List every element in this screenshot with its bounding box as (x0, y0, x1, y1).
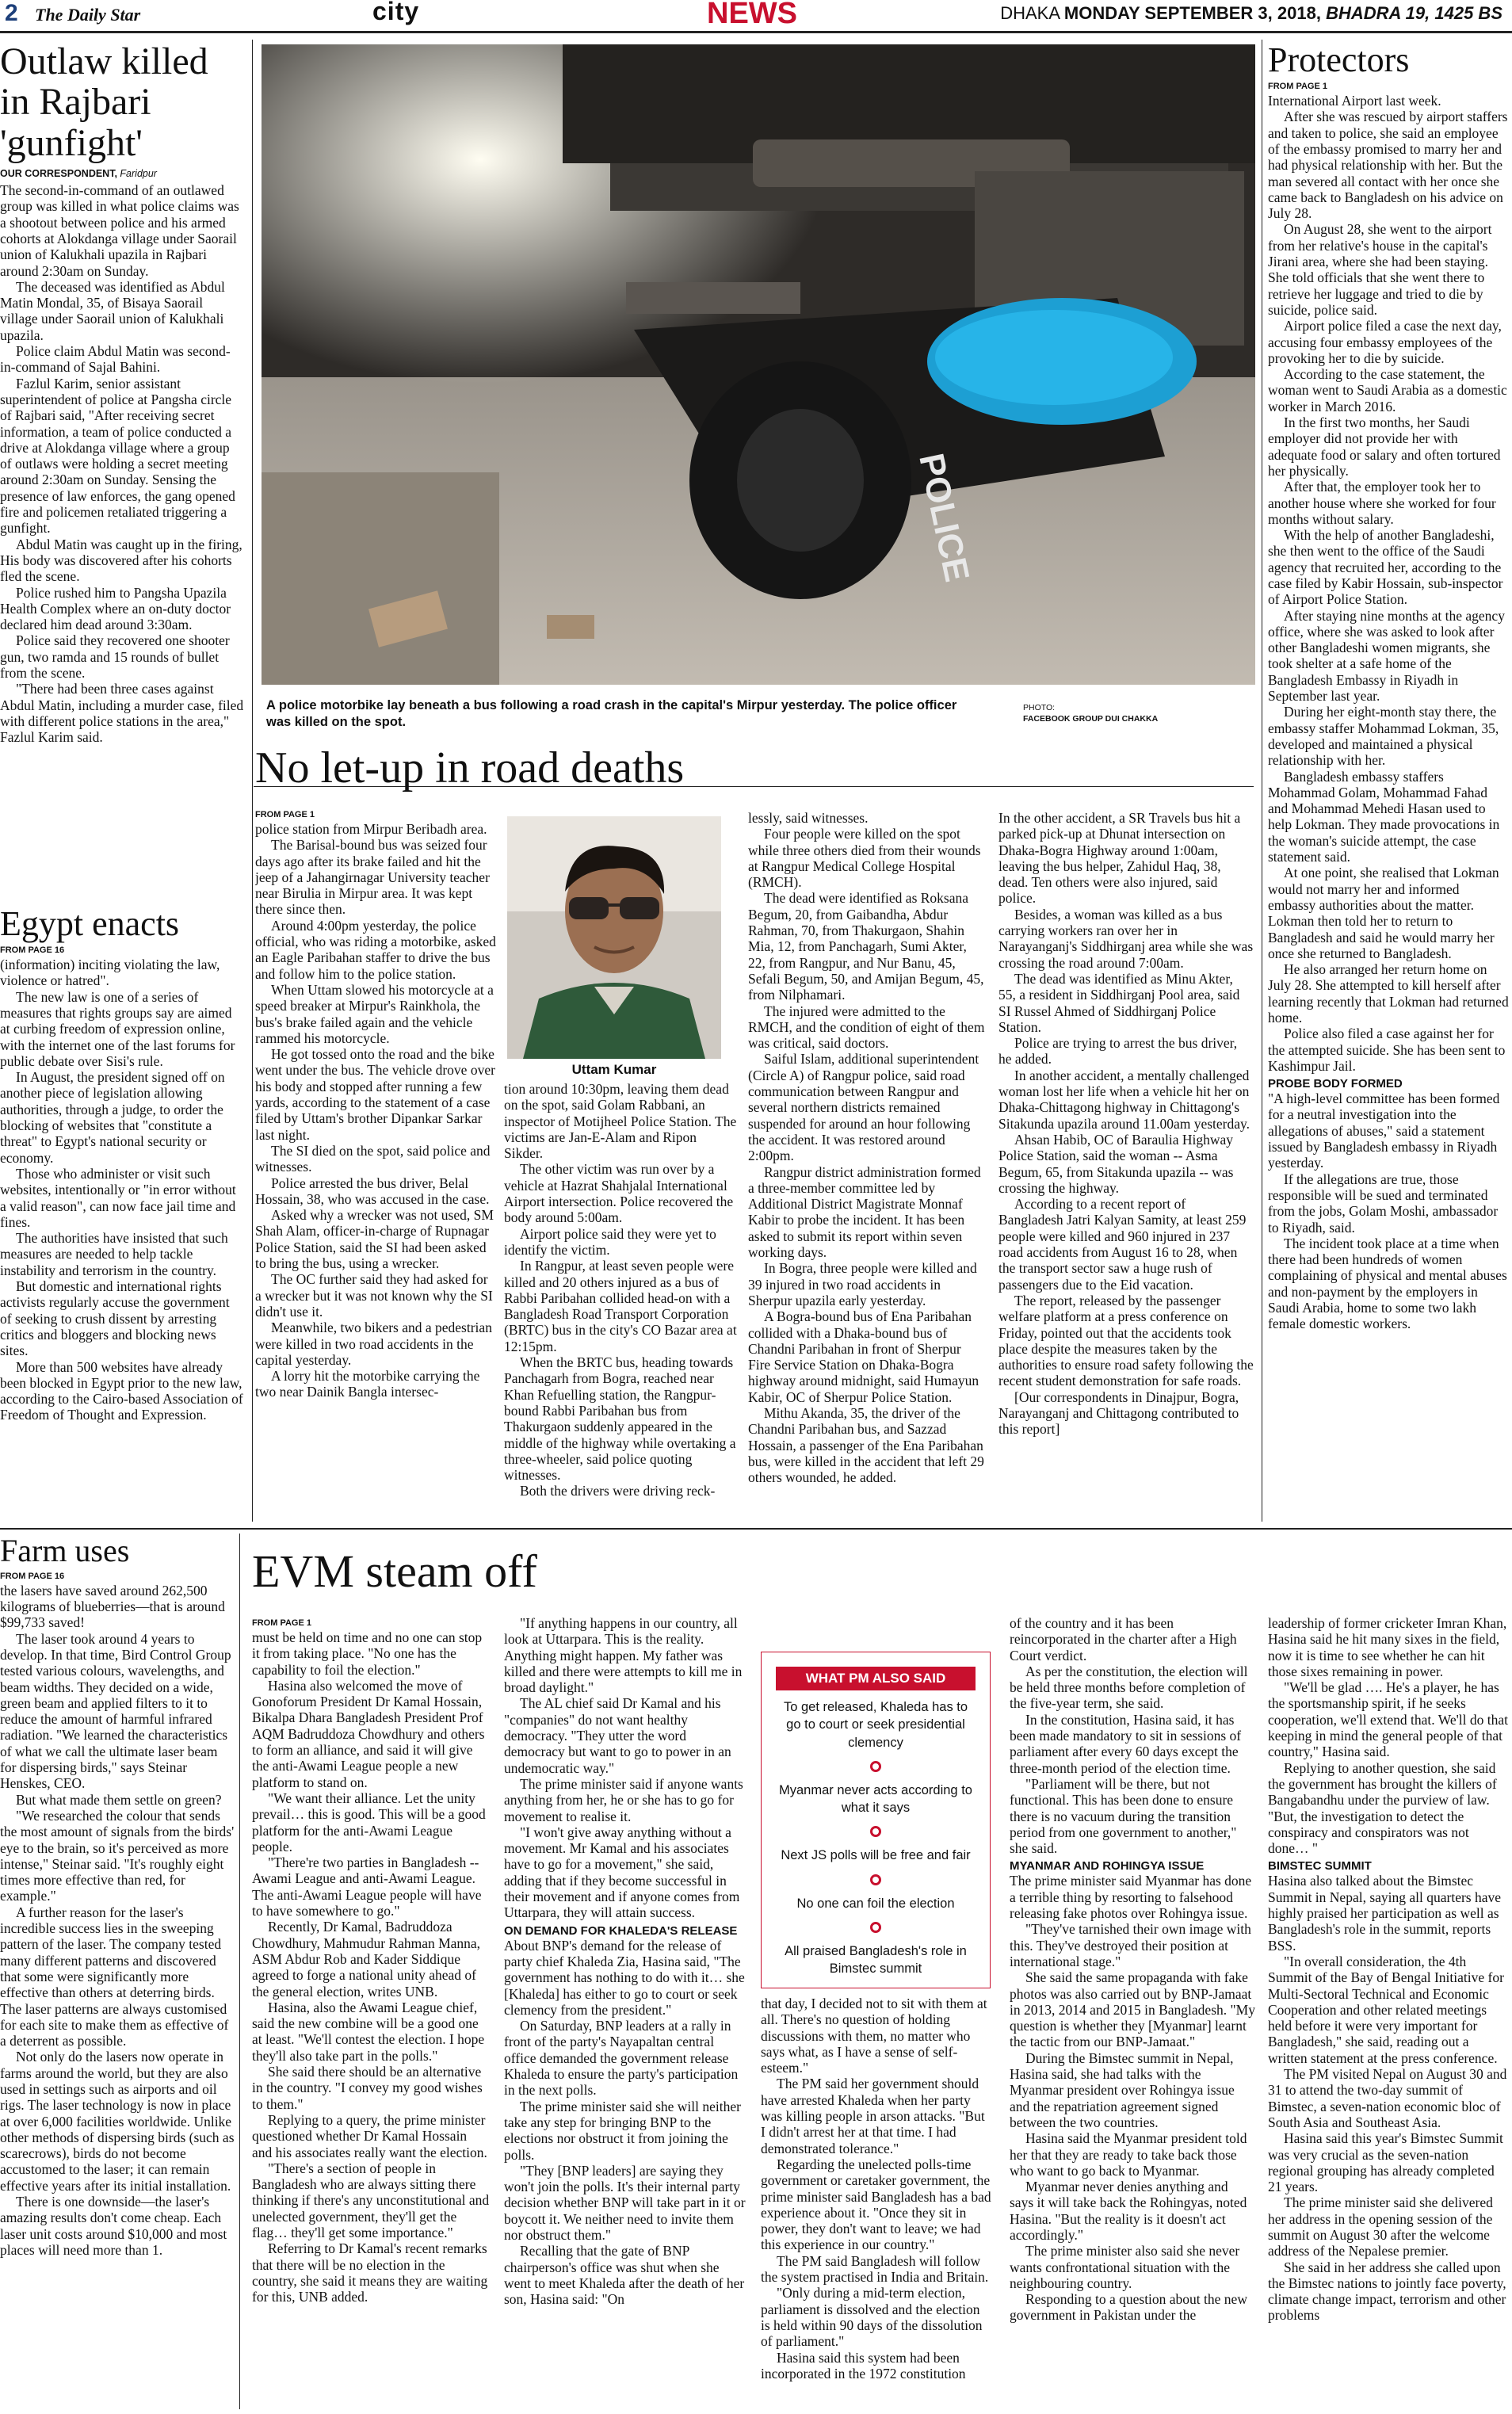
uttam-kumar-portrait (507, 816, 721, 1059)
photo-credit: PHOTO: FACEBOOK GROUP DUI CHAKKA (1023, 703, 1159, 724)
paragraph: (information) inciting violating the law, violence or hatred". (0, 957, 220, 989)
paragraph: Recalling that the gate of BNP chairperson's office was shut when she went to meet Khaleda after the death of her son, Hasina said: "On (504, 2243, 745, 2308)
paragraph: "If anything happens in our country, all look at Uttarpara. This is the reality. Anything might happen. My father was killed and there were attempts to kill me in broad daylight." (504, 1615, 743, 1696)
paragraph: She said the same propaganda with fake photos was also carried out by BNP-Jamaat in 2013, 2014 and 2015 in Bangladesh. "My question is whether they [Myanmar] learnt the tactic from our BNP-Jamaat." (1010, 1969, 1255, 2050)
subhead: ON DEMAND FOR KHALEDA'S RELEASE (504, 1923, 738, 1938)
paragraph: In Rangpur, at least seven people were killed and 20 others injured as a bus of Rabbi Paribahan collided head-on with a Bangladesh Road Transport Corporation (BRTC) bus in the city's CO Bazar area at 12:15pm. (504, 1258, 737, 1354)
paragraph: Airport police filed a case the next day, accusing four embassy employees of the provoking her to die by suicide. (1268, 318, 1502, 366)
page-number: 2 (5, 0, 18, 26)
paragraph: According to the case statement, the woman went to Saudi Arabia as a domestic worker in March 2016. (1268, 366, 1507, 414)
paragraph: Besides, a woman was killed as a bus carrying workers ran over her in Narayanganj's Siddhirganj area while she was crossing the road around 7:00am. (998, 906, 1254, 971)
paragraph: Rangpur district administration formed a three-member committee led by Additional District Magistrate Monnaf Kabir to probe the incident. It has been asked to submit its report within seven working days. (748, 1163, 981, 1261)
roads-headline: No let-up in road deaths (255, 743, 685, 793)
paragraph: Police are trying to arrest the bus driver, he added. (998, 1035, 1238, 1068)
paragraph: The prime minister said Myanmar has done a terrible thing by resorting to falsehood releasing fake photos over Rohingya issue. (1010, 1873, 1252, 1922)
paragraph: Bangladesh embassy staffers Mohammad Golam, Mohammad Fahad and Mohammad Mehedi Hasan used to help Lokman. They made provocations in the woman's suicide attempt, the case statement said. (1268, 768, 1500, 865)
paragraph: When the BRTC bus, heading towards Panchagarh from Bogra, reached near Khan Refuelling station, the Rangpur-bound Rabbi Paribahan bus from Thakurgaon suddenly appeared in the middle of the highway while overtaking a three-wheeler, said police quoting witnesses. (504, 1354, 736, 1484)
what-pm-said-box (761, 1652, 991, 1988)
paragraph: The AL chief said Dr Kamal and his "companies" do not want healthy democracy. "They utter the word democracy but want to go to power in an undemocratic way." (504, 1695, 731, 1776)
paragraph: About BNP's demand for the release of party chief Khaleda Zia, Hasina said, "The government has nothing to do with it… she [Khaleda] has either to go to court or seek clemency from the president." (504, 1937, 745, 2018)
paragraph: The dead was identified as Minu Akter, 55, a resident in Siddhirganj Pool area, said SI Russel Ahmed of Siddhirganj Police Station. (998, 970, 1240, 1035)
egypt-body (0, 957, 244, 1423)
paragraph: The other victim was run over by a vehicle at Hazrat Shahjalal International Airport intersection. Police recovered the body around 5:00am. (504, 1161, 734, 1226)
paragraph: The prime minister said she will neither take any step for bringing BNP to the elections nor obstruct it from joining the polls. (504, 2098, 741, 2163)
outlaw-byline: OUR CORRESPONDENT, Faridpur (0, 168, 157, 180)
paragraph: [Our correspondents in Dinajpur, Bogra, Narayanganj and Chittagong contributed to this report] (998, 1388, 1239, 1438)
farm-headline: Farm uses (0, 1534, 130, 1568)
paragraph: More than 500 websites have already been blocked in Egypt prior to the new law, according to the Cairo-based Association of Freedom of Thought and Expression. (0, 1358, 243, 1423)
paragraph: On Saturday, BNP leaders at a rally in front of the party's Nayapaltan central office demanded the government release Khaleda to ensure the party's participation in the next polls. (504, 2018, 739, 2099)
paragraph: Police claim Abdul Matin was second-in-command of Sajal Bahini. (0, 343, 231, 376)
paragraph: tion around 10:30pm, leaving them dead on the spot, said Golam Rabbani, an inspector of Motijheel Police Station. The victims are Jan-E-Alam and Ripon Sikder. (504, 1081, 737, 1162)
paragraph: The dead were identified as Roksana Begum, 20, from Gaibandha, Abdur Rahman, 70, from Thakurgaon, Shahin Mia, 12, from Panchagarh, Sumi Akter, 22, from Rangpur, and Nur Banu, 45, Sefali Begum, 50, and Amijan Begum, 45, from Nilphamari. (748, 890, 984, 1003)
roads-col-4 (998, 810, 1254, 1524)
roads-jump: FROM PAGE 1 (255, 810, 315, 819)
section-rule (0, 1528, 1512, 1530)
paragraph: "We researched the colour that sends the most amount of signals from the birds' eye to the brain, so it's perceived as more intense," Steinar said. "It's roughly eight times more effective than red, for example." (0, 1807, 235, 1904)
section-label: NEWS (707, 0, 797, 30)
outlaw-story (0, 41, 244, 905)
paragraph: The injured were admitted to the RMCH, and the condition of eight of them was critical, said doctors. (748, 1003, 985, 1052)
paragraph: The laser took around 4 years to develop. In that time, Bird Control Group tested various colours, wavelengths, and beam widths. They decided on a wide, green beam and applied filters to it to reduce the amount of harmful infrared radiation. "We learned the characteristics of what we call the ultimate laser beam for dispersing birds," says Steinar Henskes, CEO. (0, 1630, 231, 1792)
evm-col-1 (252, 1615, 490, 2412)
paper-logo: The Daily Star (35, 5, 141, 25)
paragraph: With the help of another Bangladeshi, she then went to the office of the Saudi agency that recruited her, according to the case filed by Kabir Hossain, sub-inspector of Airport Police Station. (1268, 527, 1503, 608)
paragraph: The report, released by the passenger welfare platform at a press conference on Friday, pointed out that the accidents took place despite the measures taken by the authorities to ensure road safety following the recent student demonstration for safe roads. (998, 1292, 1254, 1389)
paragraph: After staying nine months at the agency office, where she was asked to look after other Bangladeshi women migrants, she took shelter at a safe home of the Bangladesh Embassy in Riyadh in September last year. (1268, 607, 1505, 705)
paragraph: In the first two months, her Saudi employer did not provide her with adequate food or salary and often tortured her physically. (1268, 414, 1501, 479)
paragraph: The PM said her government should have arrested Khaleda when her party was killing people in arson attacks. "But I didn't arrest her at that time. I had demonstrated tolerance." (761, 2076, 985, 2156)
paragraph: Four people were killed on the spot while three others died from their wounds at Rangpur Medical College Hospital (RMCH). (748, 826, 981, 891)
evm-jump: FROM PAGE 1 (252, 1618, 311, 1628)
paragraph: According to a recent report of Bangladesh Jatri Kalyan Samity, at least 259 people were killed and 960 injured in 237 road accidents from August 16 to 28, when the transport sector saw a huge rush of passengers due to the Eid vacation. (998, 1196, 1247, 1293)
evm-col-2 (504, 1615, 746, 2412)
accident-photo (262, 44, 1255, 685)
roads-col-3 (748, 810, 986, 1524)
paragraph: In August, the president signed off on another piece of legislation allowing authorities, through a judge, to order the blocking of websites that "constitute a threat" to Egypt's national security or economy. (0, 1069, 225, 1166)
farm-jump: FROM PAGE 16 (0, 1571, 65, 1581)
paragraph: "I won't give away anything without a movement. Mr Kamal and his associates have to go for a movement," she said, adding that if they become successful in their movement and if anyone comes from Uttarpara, they will attain success. (504, 1824, 740, 1921)
paragraph: Mithu Akanda, 35, the driver of the Chandni Paribahan bus, and Sazzad Hossain, a passenger of the Ena Paribahan bus, were killed in the accident that left 29 others wounded, he added. (748, 1404, 984, 1486)
egypt-headline: Egypt enacts (0, 905, 180, 943)
paragraph: "There's a section of people in Bangladesh who are always sitting there thinking if there's any unconstitutional and unelected government, they'll get the flag… they'll get some importance." (252, 2160, 490, 2240)
paragraph: Hasina also welcomed the move of Gonoforum President Dr Kamal Hossain, Bikalpa Dhara Bangladesh President Prof AQM Badruddoza Chowdhury and others to form an alliance, and said it will give the anti-Awami League people a new platform to stand on. (252, 1677, 485, 1790)
paragraph: He also arranged her return home on July 28. She attempted to kill herself after learning recently that Lokman had returned home. (1268, 961, 1509, 1026)
paragraph: "Only during a mid-term election, parliament is dissolved and the election is held within 90 days of the dissolution of parliament." (761, 2285, 983, 2350)
paragraph: of the country and it has been reincorporated in the charter after a High Court verdict. (1010, 1615, 1237, 1663)
paragraph: the lasers have saved around 262,500 kilograms of blueberries—that is around $99,733 saved! (0, 1582, 225, 1631)
paragraph: There is one downside—the laser's amazing results don't come cheap. Each laser unit costs around $10,000 and most places will need more than 1. (0, 2194, 227, 2258)
paragraph: The authorities have insisted that such measures are needed to help tackle instability and terrorism in the country. (0, 1230, 228, 1278)
paragraph: But what made them settle on green? (16, 1791, 222, 1808)
paragraph: In the other accident, a SR Travels bus hit a parked pick-up at Dhunat intersection on Dhaka-Bogra Highway around 1:00am, leaving the bus helper, Zahidul Haq, 38, dead. Ten others were also injured, said police. (998, 810, 1241, 907)
paragraph: A Bogra-bound bus of Ena Paribahan collided with a Dhaka-bound bus of Chandni Paribahan in front of Sherpur Fire Service Station on Dhaka-Bogra highway around midnight, said Humayun Kabir, OC of Sherpur Police Station. (748, 1308, 979, 1405)
farm-story (0, 1534, 235, 2412)
box-item: Next JS polls will be free and fair (781, 1848, 971, 1863)
paragraph: Police also filed a case against her for the attempted suicide. She has been sent to Kashimpur Jail. (1268, 1026, 1506, 1074)
paragraph: Fazlul Karim, senior assistant superintendent of police at Pangsha circle of Rajbari said, "After receiving secret information, a team of police conducted a drive at Alokdanga village where a group of outlaws were holding a secret meeting around 2:30am on Sunday. Sensing the presence of law enforces, the gang opened fire and policemen retaliated triggering a gunfight. (0, 375, 235, 537)
paragraph: "A high-level committee has been formed for a neutral investigation into the allegations of abuses," said a statement issued by Bangladesh embassy in Riyadh yesterday. (1268, 1091, 1500, 1171)
paragraph: "They've tarnished their own image with this. They've destroyed their position at international stage." (1010, 1921, 1251, 1969)
paragraph: But domestic and international rights activists regularly accuse the government of seeking to crush dissent by arresting critics and bloggers and blocking news sites. (0, 1278, 230, 1359)
paragraph: The PM visited Nepal on August 30 and 31 to attend the two-day summit of Bimstec, a seven-nation economic bloc of South Asia and Southeast Asia. (1268, 2066, 1507, 2130)
paragraph: A lorry hit the motorbike carrying the two near Dainik Bangla intersec- (255, 1368, 480, 1400)
photo-caption: A police motorbike lay beneath a bus following a road crash in the capital's Mirpur yesterday. The police officer was killed on the spot. (266, 698, 957, 729)
paragraph: The incident took place at a time when there had been hundreds of women complaining of physical and mental abuses and non-payment by the employers in Saudi Arabia, home to some two lakh female domestic workers. (1268, 1235, 1507, 1332)
paragraph: "We'll be glad …. He's a player, he has the sportsmanship spirit, if he seeks cooperation, we'll extend that. We'll do that keeping in mind the general people of that country," Hasina said. (1268, 1679, 1508, 1760)
paragraph: "There're two parties in Bangladesh -- Awami League and anti-Awami League. The anti-Awami League people will have to have somewhere to go." (252, 1854, 482, 1919)
paragraph: Responding to a question about the new government in Pakistan under the (1010, 2291, 1247, 2324)
paragraph: Replying to a query, the prime minister questioned whether Dr Kamal Hossain and his associates really want the election. (252, 2111, 487, 2160)
bullet-circle-icon (870, 1826, 881, 1837)
paragraph: She said there should be an alternative in the country. "I convey my good wishes to them." (252, 2064, 483, 2112)
paragraph: "In overall consideration, the 4th Summit of the Bay of Bengal Initiative for Multi-Sectoral Technical and Economic Cooperation and other related meetings held before it were very important for Bangladesh," she said, reading out a written statement at the press conference. (1268, 1953, 1504, 2066)
paragraph: When Uttam slowed his motorcycle at a speed breaker at Mirpur's Rainkhola, the bus's brake failed again and the vehicle rammed his motorcycle. (255, 981, 494, 1046)
paragraph: Airport police said they were yet to identify the victim. (504, 1225, 716, 1258)
paragraph: She said in her address she called upon the Bimstec nations to jointly face poverty, climate change impact, terrorism and other problems (1268, 2259, 1506, 2324)
paragraph: Meanwhile, two bikers and a pedestrian were killed in two road accidents in the capital yesterday. (255, 1320, 492, 1368)
paragraph: Saiful Islam, additional superintendent (Circle A) of Rangpur police, said road communication between Rangpur and several northern districts remained suspended for around an hour following the accident. It was restored around 2:00pm. (748, 1051, 979, 1164)
paragraph: "Parliament will be there, but not functional. This has been done to ensure there is no vacuum during the transition period from one government to another," she said. (1010, 1775, 1237, 1857)
paragraph: Police arrested the bus driver, Belal Hossain, 38, who was accused in the case. (255, 1175, 490, 1207)
paragraph: Hasina, also the Awami League chief, said the new combine will be a good one at least. "We'll contest the election. I hope they'll also take part in the polls." (252, 1999, 485, 2064)
protectors-jump: FROM PAGE 1 (1268, 82, 1327, 92)
bullet-circle-icon (870, 1922, 881, 1933)
paragraph: During the Bimstec summit in Nepal, Hasina said, she had talks with the Myanmar president over Rohingya issue and the repatriation agreement signed between the two countries. (1010, 2049, 1235, 2130)
column-rule (252, 40, 253, 1522)
roads-col-2 (504, 1081, 737, 1524)
paragraph: Ahsan Habib, OC of Baraulia Highway Police Station, said the woman -- Asma Begum, 65, from Sitakunda upazila -- was crossing the highway. (998, 1131, 1234, 1196)
evm-col-4 (1268, 1615, 1510, 2412)
evm-col-3b (761, 1996, 992, 2412)
roads-col-1 (255, 807, 496, 1524)
box-title: WHAT PM ALSO SAID (776, 1667, 976, 1690)
box-item: Myanmar never acts according to what it says (779, 1782, 972, 1816)
bike-police-text: POLICE (911, 449, 977, 586)
column-rule (239, 1534, 240, 2409)
police-motorbike-photo (262, 44, 1255, 685)
paragraph: Hasina also talked about the Bimstec Summit in Nepal, saying all quarters have highly praised her participation as well as Bangladesh's role in the summit, reports BSS. (1268, 1873, 1502, 1954)
paragraph: The prime minister also said she never wants confrontational situation with the neighbouring country. (1010, 2243, 1240, 2291)
dateline-day: MONDAY SEPTEMBER 3, 2018, (1063, 3, 1321, 23)
paragraph: Both the drivers were driving reck- (520, 1483, 716, 1499)
paragraph: On August 28, she went to the airport from her relative's house in the capital's Jirani area, where she had been staying. She told officials that she went there to retrieve her luggage and tried to die by suicide, police said. (1268, 221, 1492, 318)
paragraph: Not only do the lasers now operate in farms around the world, but they are also used in settings such as airports and oil rigs. The laser technology is now in place at over 6,000 facilities worldwide. Unlike other methods of dispersing birds (such as scarecrows), birds do not become accustomed to the laser; it can remain effective years after its initial installation. (0, 2049, 235, 2194)
paragraph: The PM said Bangladesh will follow the system practised in India and Britain. (761, 2252, 989, 2286)
paragraph: "They [BNP leaders] are saying they won't join the polls. It's their internal party decision whether BNP will take part in it or boycott it. We neither need to invite them nor obstruct them." (504, 2162, 746, 2243)
paragraph: At one point, she realised that Lokman would not marry her and informed embassy authorities about the matter. Lokman then told her to return to Bangladesh and said he would marry her once she returned to Bangladesh. (1268, 865, 1499, 961)
paragraph: Asked why a wrecker was not used, SM Shah Alam, officer-in-charge of Rupnagar Police Station, said the SI had been asked to bring the bus, using a wrecker. (255, 1207, 494, 1272)
subhead: PROBE BODY FORMED (1268, 1077, 1403, 1091)
bullet-circle-icon (870, 1874, 881, 1885)
paragraph: Police rushed him to Pangsha Upazila Health Complex where an on-duty doctor declared him dead around 3:30am. (0, 584, 231, 633)
paragraph: leadership of former cricketer Imran Khan, Hasina said he hit many sixes in the field, now it is time to see whether he can hit those sixes remaining in power. (1268, 1615, 1507, 1679)
masthead (0, 0, 1512, 33)
paragraph: The OC further said they had asked for a wrecker but it was not known why the SI didn't use it. (255, 1271, 493, 1320)
paragraph: that day, I decided not to sit with them at all. There's no question of holding discussions with them, no matter who says what, as I have a sense of self-esteem." (761, 1996, 987, 2076)
outlaw-headline: Outlaw killed in Rajbari 'gunfight' (0, 41, 208, 164)
subhead: MYANMAR AND ROHINGYA ISSUE (1010, 1859, 1205, 1874)
protectors-headline: Protectors (1268, 41, 1410, 79)
egypt-story (0, 905, 244, 1527)
paragraph: The new law is one of a series of measures that rights groups say are aimed at curbing freedom of expression online, with the internet one of the last forums for public debate over Sisi's rule. (0, 988, 235, 1069)
paragraph: The Barisal-bound bus was seized four days ago after its brake failed and hit the jeep of a Jahangirnagar University teacher near Birulia in Mirpur area. It was kept there since then. (255, 837, 490, 918)
paragraph: Abdul Matin was caught up in the firing, His body was discovered after his cohorts fled the scene. (0, 536, 242, 585)
paragraph: A further reason for the laser's incredible success lies in the sweeping pattern of the laser. The company tested many different patterns and discovered that some were significantly more effective than others at deterring birds. The laser patterns are always customised for each site to make them as effective of a deterrent as possible. (0, 1904, 229, 2049)
paragraph: police station from Mirpur Beribadh area. (255, 821, 487, 837)
portrait-caption: Uttam Kumar (571, 1062, 657, 1077)
paragraph: "There had been three cases against Abdul Matin, including a murder case, filed with different police stations in the area," Fazlul Karim said. (0, 681, 244, 746)
paragraph: Referring to Dr Kamal's recent remarks that there will be no election in the country, she said it means they are waiting for this, UNB added. (252, 2240, 488, 2305)
paragraph: Police said they recovered one shooter gun, two ramda and 15 rounds of bullet from the scene. (0, 632, 230, 681)
paragraph: The SI died on the spot, said police and witnesses. (255, 1142, 491, 1175)
box-item: No one can foil the election (796, 1896, 955, 1911)
paragraph: Around 4:00pm yesterday, the police official, who was riding a motorbike, asked an Eagle Paribahan staffer to drive the bus and follow him to the police station. (255, 917, 496, 982)
paragraph: "We want their alliance. Let the unity prevail… this is good. This will be a good platform for the anti-Awami League people. (252, 1789, 486, 1854)
paragraph: must be held on time and no one can stop it from taking place. "No one has the capability to foil the election." (252, 1629, 483, 1678)
section-name: city (372, 0, 420, 25)
paragraph: Regarding the unelected polls-time government or caretaker government, the prime minister said Bangladesh has a bad experience about it. "Once they sit in power, they don't want to leave; we had this experience in our country." (761, 2156, 991, 2253)
paragraph: In the constitution, Hasina said, it has been made mandatory to sit in sessions of parliament after every 60 days except the three-month period of the election time. (1010, 1711, 1242, 1776)
dateline-bangla: BHADRA 19, 1425 BS (1326, 3, 1502, 23)
paragraph: After she was rescued by airport staffers and taken to police, she said an employee of the embassy promised to marry her and had physical relationship with her. But the man severed all contact with her once she came back to Bangladesh on his advice on July 28. (1268, 109, 1508, 222)
paragraph: He got tossed onto the road and the bike went under the bus. The vehicle drove over his body and stopped after running a few yards, according to the statement of a case filed by Uttam's brother Dipankar Sarkar last night. (255, 1046, 495, 1143)
paragraph: Hasina said this system had been incorporated in the 1972 constitution (761, 2349, 966, 2382)
paragraph: International Airport last week. (1268, 93, 1441, 109)
outlaw-body (0, 182, 244, 745)
box-item: To get released, Khaleda has to go to court or seek presidential clemency (783, 1700, 968, 1750)
paragraph: Hasina said this year's Bimstec Summit was very crucial as the seven-nation regional grouping has already completed 21 years. (1268, 2130, 1503, 2195)
paragraph: In Bogra, three people were killed and 39 injured in two road accidents in Sherpur upazila early yesterday. (748, 1260, 977, 1308)
evm-col-3a (1010, 1615, 1255, 2412)
box-item: All praised Bangladesh's role in Bimstec summit (785, 1943, 967, 1977)
paragraph: lessly, said witnesses. (748, 810, 869, 826)
paragraph: Replying to another question, she said the government has brought the killers of Bangabandhu under the purview of law. "But, the investigation to detect the conspiracy and conspirators was not done… " (1268, 1759, 1497, 1857)
paragraph: Recently, Dr Kamal, Badruddoza Chowdhury, Mahmudur Rahman Manna, ASM Abdur Rob and Kader Siddique agreed to forge a national unity ahead of the general election, writes UNB. (252, 1919, 481, 2000)
egypt-jump: FROM PAGE 16 (0, 945, 65, 956)
paragraph: As per the constitution, the election will be held three months before completion of the five-year term, she said. (1010, 1663, 1248, 1712)
paragraph: During her eight-month stay there, the embassy staffer Mohammad Lokman, 35, developed and maintained a physical relationship with her. (1268, 704, 1499, 769)
protectors-story (1268, 41, 1510, 1525)
evm-headline: EVM steam off (252, 1545, 537, 1597)
bullet-circle-icon (870, 1761, 881, 1772)
paragraph: Hasina said the Myanmar president told her that they are ready to take back those who want to go back to Myanmar. (1010, 2130, 1247, 2179)
paragraph: The second-in-command of an outlawed group was killed in what police claims was a shootout between police and his armed cohorts at Alokdanga village under Saorail union of Kalukhali upazila in Rajbari around 2:30am on Sunday. (0, 182, 239, 279)
paragraph: The prime minister said she delivered her address in the opening session of the summit on August 30 after the welcome address of the Nepalese premier. (1268, 2194, 1493, 2259)
paragraph: Myanmar never denies anything and says it will take back the Rohingyas, noted Hasina. "But the reality is it doesn't act accordingly." (1010, 2179, 1247, 2243)
paragraph: Those who administer or visit such websites, intentionally or "in error without a valid reason", can now face jail time and fines. (0, 1165, 236, 1230)
dateline-city: DHAKA (1000, 3, 1060, 23)
dateline (1000, 3, 1502, 24)
portrait-photo (507, 816, 721, 1059)
paragraph: If the allegations are true, those responsible will be sued and terminated from the jobs, Golam Moshi, ambassador to Riyadh, said. (1268, 1171, 1499, 1236)
paragraph: In another accident, a mentally challenged woman lost her life when a vehicle hit her on Dhaka-Chittagong highway in Chittagong's Sitakunda upazila around 11.00am yesterday. (998, 1067, 1250, 1132)
paragraph: The deceased was identified as Abdul Matin Mondal, 35, of Bisaya Saorail village under Saorail union of Kalukhali upazila. (0, 278, 225, 343)
subhead: BIMSTEC SUMMIT (1268, 1859, 1372, 1874)
paragraph: The prime minister said if anyone wants anything from her, he or she has to go for movement to realise it. (504, 1775, 743, 1824)
paragraph: After that, the employer took her to another house where she worked for four months without salary. (1268, 479, 1496, 527)
